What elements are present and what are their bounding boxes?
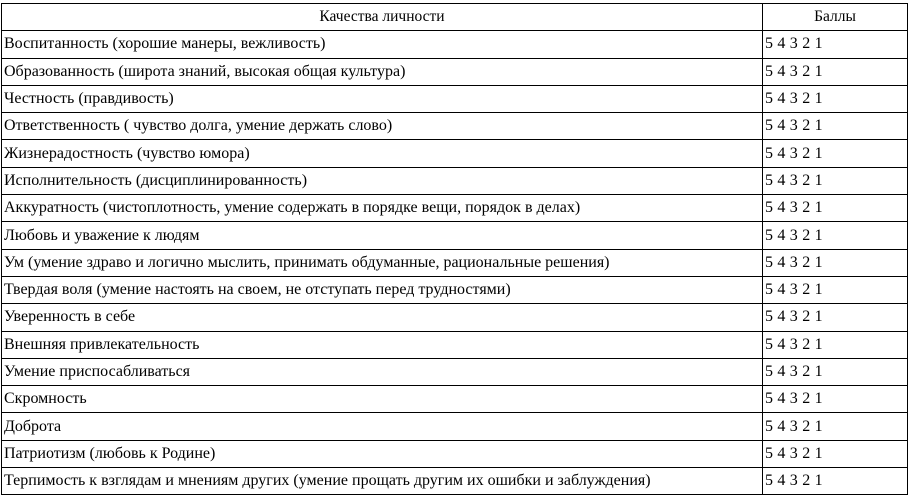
table-row bbox=[2, 195, 908, 222]
score-cell: 5 4 3 2 1 bbox=[763, 222, 908, 249]
score-cell: 5 4 3 2 1 bbox=[763, 386, 908, 413]
score-cell: 5 4 3 2 1 bbox=[763, 85, 908, 112]
quality-cell: Ум (умение здраво и логично мыслить, принимать обдуманные, рациональные решения) bbox=[2, 249, 763, 276]
score-cell: 5 4 3 2 1 bbox=[763, 58, 908, 85]
table-row bbox=[2, 85, 908, 112]
score-cell: 5 4 3 2 1 bbox=[763, 331, 908, 358]
table-row bbox=[2, 358, 908, 385]
table-row bbox=[2, 331, 908, 358]
table-row bbox=[2, 413, 908, 440]
quality-cell: Жизнерадостность (чувство юмора) bbox=[2, 140, 763, 167]
table-row bbox=[2, 140, 908, 167]
score-cell: 5 4 3 2 1 bbox=[763, 249, 908, 276]
score-cell: 5 4 3 2 1 bbox=[763, 468, 908, 495]
score-cell: 5 4 3 2 1 bbox=[763, 113, 908, 140]
quality-cell: Патриотизм (любовь к Родине) bbox=[2, 440, 763, 467]
score-cell: 5 4 3 2 1 bbox=[763, 413, 908, 440]
score-cell: 5 4 3 2 1 bbox=[763, 195, 908, 222]
table-row bbox=[2, 304, 908, 331]
quality-cell: Ответственность ( чувство долга, умение держать слово) bbox=[2, 113, 763, 140]
quality-cell: Скромность bbox=[2, 386, 763, 413]
table-row bbox=[2, 276, 908, 303]
qualities-table bbox=[1, 3, 908, 495]
quality-cell: Аккуратность (чистоплотность, умение содержать в порядке вещи, порядок в делах) bbox=[2, 195, 763, 222]
score-cell: 5 4 3 2 1 bbox=[763, 304, 908, 331]
table-row bbox=[2, 167, 908, 194]
score-cell: 5 4 3 2 1 bbox=[763, 140, 908, 167]
header-score: Баллы bbox=[763, 4, 908, 31]
quality-cell: Умение приспосабливаться bbox=[2, 358, 763, 385]
score-cell: 5 4 3 2 1 bbox=[763, 440, 908, 467]
table-header-row bbox=[2, 4, 908, 31]
score-cell: 5 4 3 2 1 bbox=[763, 358, 908, 385]
quality-cell: Честность (правдивость) bbox=[2, 85, 763, 112]
table-row bbox=[2, 31, 908, 58]
score-cell: 5 4 3 2 1 bbox=[763, 276, 908, 303]
score-cell: 5 4 3 2 1 bbox=[763, 31, 908, 58]
table-row bbox=[2, 386, 908, 413]
table-row bbox=[2, 222, 908, 249]
table-row bbox=[2, 440, 908, 467]
table-row bbox=[2, 468, 908, 495]
quality-cell: Уверенность в себе bbox=[2, 304, 763, 331]
quality-cell: Внешняя привлекательность bbox=[2, 331, 763, 358]
quality-cell: Твердая воля (умение настоять на своем, не отступать перед трудностями) bbox=[2, 276, 763, 303]
header-quality: Качества личности bbox=[2, 4, 763, 31]
table-row bbox=[2, 249, 908, 276]
quality-cell: Образованность (широта знаний, высокая общая культура) bbox=[2, 58, 763, 85]
table-row bbox=[2, 113, 908, 140]
quality-cell: Воспитанность (хорошие манеры, вежливость) bbox=[2, 31, 763, 58]
quality-cell: Терпимость к взглядам и мнениям других (умение прощать другим их ошибки и заблуждения) bbox=[2, 468, 763, 495]
quality-cell: Исполнительность (дисциплинированность) bbox=[2, 167, 763, 194]
quality-cell: Любовь и уважение к людям bbox=[2, 222, 763, 249]
score-cell: 5 4 3 2 1 bbox=[763, 167, 908, 194]
quality-cell: Доброта bbox=[2, 413, 763, 440]
table-row bbox=[2, 58, 908, 85]
